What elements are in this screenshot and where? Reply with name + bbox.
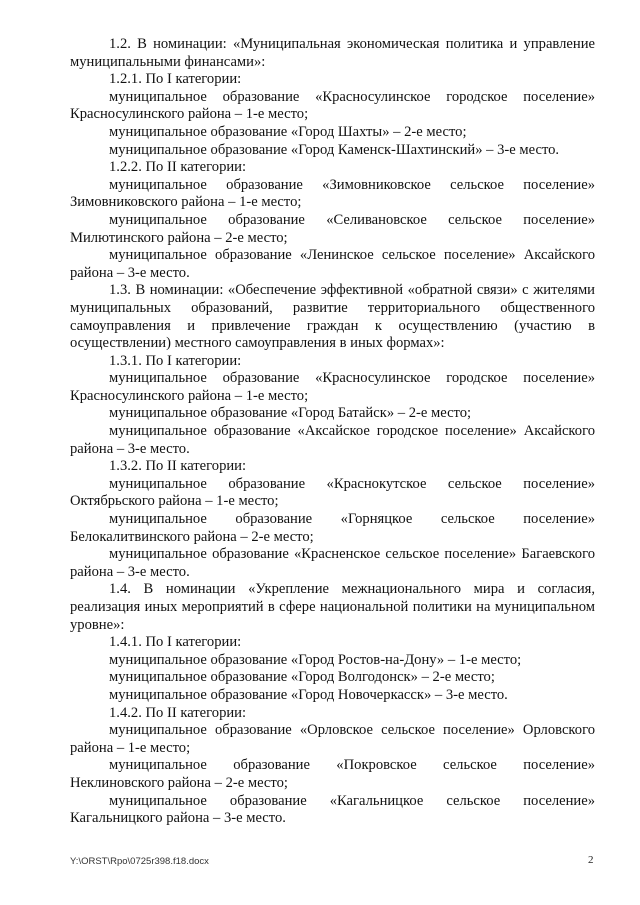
paragraph-1-3-1: 1.3.1. По I категории:	[109, 352, 242, 369]
list-item: муниципальное образование «Аксайское городское поселение» Аксайского района – 3-е место.	[70, 423, 595, 457]
paragraph-1-3: 1.3. В номинации: «Обеспечение эффективной «обратной связи» с жителями муниципальных образований, развитие территориального общественного самоуправления и привлечение граждан к осуществлению (участию в осуществлении) местного самоуправления в иных формах»:	[70, 282, 595, 352]
list-item: муниципальное образование «Орловское сельское поселение» Орловского района – 1-е место;	[70, 722, 595, 756]
list-item: муниципальное образование «Покровское сельское поселение» Неклиновского района – 2-е место;	[70, 757, 595, 791]
list-item: муниципальное образование «Город Шахты» – 2-е место;	[109, 123, 467, 140]
list-item: муниципальное образование «Красносулинское городское поселение» Красносулинского района – 1-е место;	[70, 88, 595, 123]
list-item: муниципальное образование «Город Волгодонск» – 2-е место;	[109, 669, 495, 686]
list-item: муниципальное образование «Краснокутское сельское поселение» Октябрьского района – 1-е место;	[70, 475, 595, 510]
list-item: муниципальное образование «Красненское сельское поселение» Багаевского района – 3-е место.	[70, 546, 595, 580]
paragraph-1-2: 1.2. В номинации: «Муниципальная экономическая политика и управление муниципальными финансами»:	[70, 36, 595, 70]
list-item: муниципальное образование «Город Батайск» – 2-е место;	[109, 405, 472, 422]
list-item: муниципальное образование «Кагальницкое сельское поселение» Кагальницкого района – 3-е место.	[70, 792, 595, 827]
paragraph-1-4: 1.4. В номинации «Укрепление межнационального мира и согласия, реализация иных мероприятий в сфере национальной политики на муниципальном уровне»:	[70, 581, 595, 633]
paragraph-1-4-2: 1.4.2. По II категории:	[109, 704, 247, 721]
paragraph-1-4-1: 1.4.1. По I категории:	[109, 634, 242, 651]
list-item: муниципальное образование «Город Новочеркасск» – 3-е место.	[109, 686, 508, 703]
paragraph-1-2-1: 1.2.1. По I категории:	[109, 71, 242, 88]
list-item: муниципальное образование «Город Каменск-Шахтинский» – 3-е место.	[109, 141, 560, 158]
footer-file-path: Y:\ORST\Rpo\0725r398.f18.docx	[70, 856, 209, 867]
list-item: муниципальное образование «Селивановское сельское поселение» Милютинского района – 2-е место;	[70, 211, 595, 246]
list-item: муниципальное образование «Ленинское сельское поселение» Аксайского района – 3-е место.	[70, 247, 595, 281]
page-number: 2	[588, 854, 594, 866]
list-item: муниципальное образование «Горняцкое сельское поселение» Белокалитвинского района – 2-е место;	[70, 511, 595, 545]
paragraph-1-2-2: 1.2.2. По II категории:	[109, 159, 247, 176]
document-body	[70, 36, 595, 828]
paragraph-1-3-2: 1.3.2. По II категории:	[109, 458, 247, 475]
list-item: муниципальное образование «Красносулинское городское поселение» Красносулинского района – 1-е место;	[70, 370, 595, 404]
list-item: муниципальное образование «Город Ростов-на-Дону» – 1-е место;	[109, 651, 522, 668]
list-item: муниципальное образование «Зимовниковское сельское поселение» Зимовниковского района – 1-е место;	[70, 176, 595, 211]
